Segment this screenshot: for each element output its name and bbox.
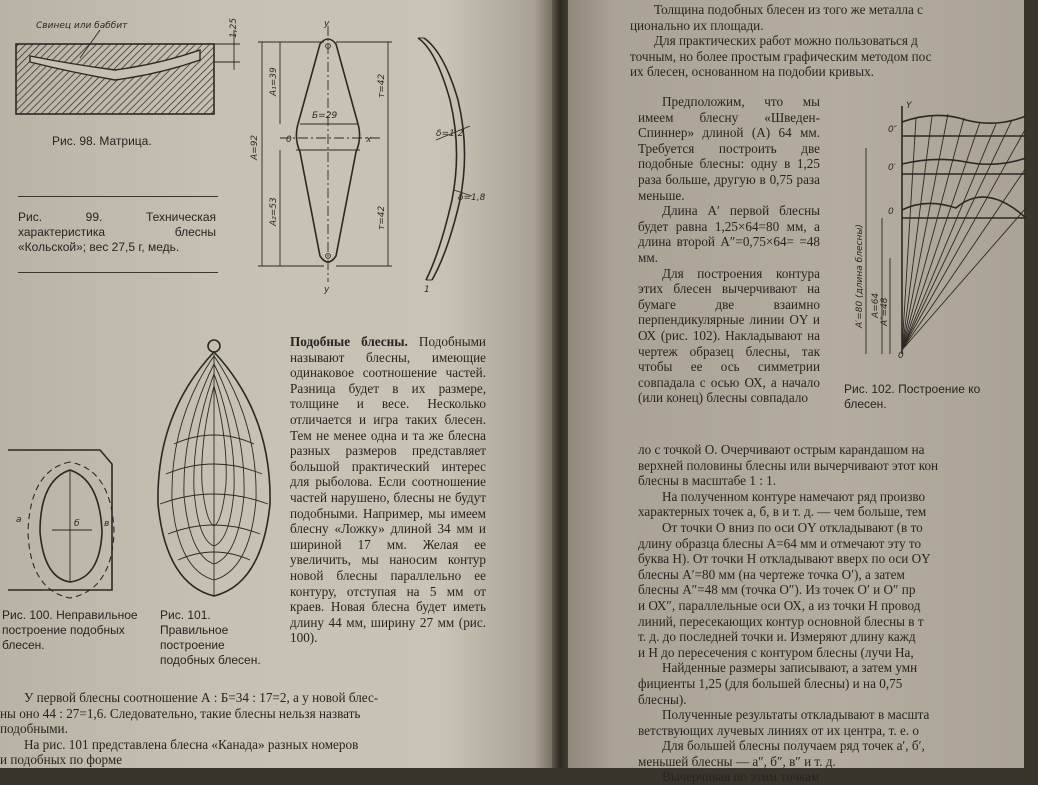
fig102-label-o3: 0 bbox=[888, 207, 894, 217]
right-full-line-4: На полученном контуре намечают ряд произво bbox=[662, 488, 926, 504]
right-narrow-para-2: Длина А′ первой блесны будет равна 1,25×64=80 мм, а длина второй А″=0,75×64= =48 мм. bbox=[638, 203, 820, 265]
fig100-caption: Рис. 100. Неправильное построение подобных блесен. bbox=[2, 608, 138, 652]
right-top-line-2: ционально их площади. bbox=[630, 17, 764, 33]
right-full-line-2: верхней половины блесны или вычерчивают этот кон bbox=[638, 457, 939, 473]
right-full-line-7: длину образца блесны А=64 мм и отмечают эту то bbox=[638, 535, 922, 551]
right-full-line-15: Найденные размеры записывают, а затем умн bbox=[662, 660, 918, 676]
fig102-label-o1: 0″ bbox=[888, 125, 898, 135]
fig99-label-x: х bbox=[366, 135, 372, 145]
fig98-dim: 1,25 bbox=[229, 17, 239, 38]
fig99-label-one: 1 bbox=[424, 285, 430, 295]
right-full-line-21: меньшей блесны — а″, б″, в″ и т. д. bbox=[638, 753, 836, 769]
right-full-line-11: и ОХ″, параллельные оси ОХ, а из точки Н провод bbox=[638, 597, 921, 613]
right-top-line-3: Для практических работ можно пользоваться д bbox=[654, 33, 918, 49]
fig102-label-a64: А=64 bbox=[871, 292, 881, 318]
fig98-matrix-drawing bbox=[10, 10, 250, 120]
fig102-label-y: Y bbox=[906, 101, 912, 111]
similar-lures-text bbox=[290, 334, 486, 646]
bottom-line-5: и подобных по форме bbox=[0, 752, 123, 768]
bottom-text bbox=[0, 690, 540, 768]
right-full-text bbox=[638, 442, 1038, 785]
fig100-label-b: б bbox=[74, 519, 80, 529]
fig99-axis-top: y bbox=[324, 19, 330, 29]
right-full-line-18: Полученные результаты откладывают в масшта bbox=[662, 707, 930, 723]
fig102-label-a-total: А′=80 (длина блесны) bbox=[855, 224, 865, 328]
fig100-label-a: а bbox=[16, 515, 22, 525]
right-full-line-19: ветствующих лучевых линиях от их центра, т. е. о bbox=[638, 722, 919, 738]
fig99-label-b1: δ=1,2 bbox=[436, 129, 464, 139]
fig99-caption: Рис. 99. Техническая характеристика блесны «Кольской»; вес 27,5 г, медь. bbox=[18, 210, 216, 254]
fig98-caption: Рис. 98. Матрица. bbox=[52, 134, 152, 148]
right-narrow-column bbox=[638, 94, 820, 406]
right-full-line-13: т. д. до последней точки и. Измеряют длину кажд bbox=[638, 629, 916, 645]
right-full-line-12: линий, пересекающих контур основной блесны в т bbox=[638, 613, 924, 629]
right-full-line-22: Вычерчивая по этим точкам bbox=[662, 769, 820, 785]
right-page bbox=[568, 0, 1024, 785]
bottom-line-2: ны оно 44 : 27=1,6. Следовательно, такие блесны нельзя назвать bbox=[0, 705, 361, 721]
fig99-dim-m1: т=42 bbox=[377, 73, 387, 98]
fig99-lure-drawing bbox=[240, 20, 490, 295]
fig101-caption: Рис. 101. Правильное построение подобных блесен. bbox=[160, 608, 261, 667]
fig100-improper-construction bbox=[0, 440, 160, 610]
right-full-line-8: буква Н). От точки Н откладывают вверх по оси ОY bbox=[638, 551, 931, 567]
fig99-dim-m2: т=42 bbox=[377, 205, 387, 230]
fig102-label-o4: 0 bbox=[898, 351, 904, 361]
caption-rule-bottom bbox=[18, 272, 218, 273]
fig99-axis-bottom: y bbox=[324, 285, 330, 295]
right-full-line-5: характерных точек а, б, в и т. д. — чем больше, тем bbox=[638, 504, 927, 520]
similar-lures-body: Подобными называют блесны, имеющие одинаковое соотношение частей. Разница будет в их размере, толщине и весе. Несколько отличается и игра таких блесен. Тем не менее одна и та же блесна разных размеров представляет большой практический интерес для рыболова. Если соотношение частей нарушено, блесны не будут подобными. Например, мы имеем блесну «Ложку» длиной 34 мм и шириной 17 мм. Желая ее увеличить, мы наносим контур новой блесны параллельно ее контуру, отступая на 5 мм от краев. Новая блесна будет иметь длину 44 мм, ширину 27 мм (рис. 100). bbox=[290, 334, 486, 646]
fig102-label-o2: 0′ bbox=[888, 163, 896, 173]
right-full-line-6: От точки О вниз по оси ОY откладывают (в то bbox=[662, 519, 923, 535]
fig102-construction-drawing bbox=[846, 98, 1026, 368]
fig99-dim-a1: А₁=39 bbox=[269, 67, 279, 96]
right-full-line-1: ло с точкой О. Очерчивают острым карандашом на bbox=[638, 442, 925, 457]
fig99-dim-a: А=92 bbox=[250, 134, 260, 160]
right-full-line-10: блесны А″=48 мм (точка О″). Из точек О′ и О″ пр bbox=[638, 582, 916, 598]
right-full-line-20: Для большей блесны получаем ряд точек а′, б′, bbox=[662, 738, 925, 754]
fig99-dim-b: Б=29 bbox=[312, 111, 338, 121]
fig102-rays bbox=[902, 114, 1026, 350]
fig102-caption: Рис. 102. Построение ко блесен. bbox=[844, 382, 981, 411]
right-narrow-para-3: Для построения контура этих блесен вычерчивают на бумаге две взаимно перпендикулярные линии ОY и ОХ (рис. 102). Накладывают на чертеж образец блесны, так чтобы ее ось симметрии совпадала с осью ОХ, а начало (или конец) блесны совпадало bbox=[638, 265, 820, 406]
fig98-label: Свинец или баббит bbox=[36, 21, 128, 31]
bottom-line-3: подобными. bbox=[0, 721, 68, 737]
fig100-label-c: в bbox=[104, 519, 110, 529]
right-top-line-5: их блесен, основанном на подобии кривых. bbox=[630, 64, 874, 80]
right-full-line-3: блесны в масштабе 1 : 1. bbox=[638, 473, 777, 489]
right-top-text bbox=[630, 2, 1030, 80]
right-full-line-9: блесны А′=80 мм (на чертеже точка О′), а затем bbox=[638, 566, 905, 582]
similar-lures-heading: Подобные блесны. bbox=[290, 334, 408, 349]
caption-rule-top bbox=[18, 196, 218, 197]
right-top-line-4: точным, но более простым графическим методом пос bbox=[630, 48, 932, 64]
bottom-line-4: На рис. 101 представлена блесна «Канада» разных номеров bbox=[24, 736, 359, 752]
fig99-label-b2: δ=1,8 bbox=[458, 193, 486, 203]
fig102-label-a48: А″=48 bbox=[880, 297, 890, 326]
fig101-proper-construction bbox=[150, 334, 290, 604]
fig99-label-o: 0 bbox=[286, 135, 292, 145]
right-top-line-1: Толщина подобных блесен из того же металла с bbox=[654, 2, 924, 17]
bottom-line-1: У первой блесны соотношение А : Б=34 : 17=2, а у новой блес- bbox=[24, 690, 379, 705]
right-full-line-17: блесны). bbox=[638, 691, 687, 707]
fig99-dim-a2: А₂=53 bbox=[269, 197, 279, 226]
right-full-line-16: фициенты 1,25 (для большей блесны) и на 0,75 bbox=[638, 675, 903, 691]
right-full-line-14: и Н до пересечения с контуром блесны (лучи На, bbox=[638, 644, 914, 660]
right-narrow-para-1: Предположим, что мы имеем блесну «Шведен-Спиннер» длиной (А) 64 мм. Требуется построить две подобные блесны: одну в 1,25 раза больше, другую в 0,75 раза меньше. bbox=[638, 94, 820, 203]
